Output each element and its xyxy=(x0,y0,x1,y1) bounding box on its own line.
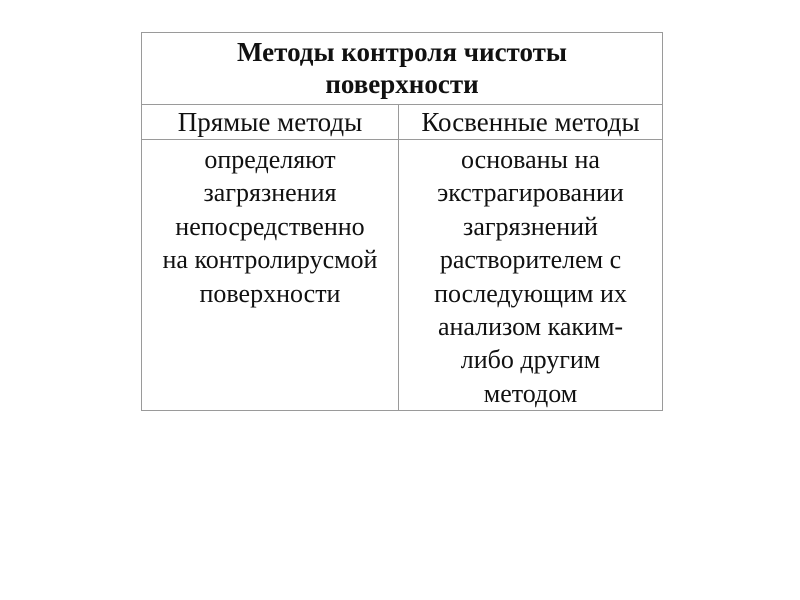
indirect-description-line: основаны на xyxy=(461,145,600,174)
direct-description-line: загрязнения xyxy=(203,178,337,208)
table-title xyxy=(142,33,663,105)
table-title-line-1: Методы контроля чистоты xyxy=(237,37,567,67)
indirect-description-line: методом xyxy=(483,378,578,408)
indirect-description-line: анализом каким- xyxy=(437,312,624,342)
header-indirect-methods: Косвенные методы xyxy=(399,105,663,140)
direct-description-line: определяют xyxy=(204,145,336,174)
direct-description-line: непосредственно xyxy=(175,211,365,241)
indirect-methods-description xyxy=(399,140,663,411)
direct-description-line: на контролирусмой xyxy=(162,245,378,275)
indirect-description-line: загрязнений xyxy=(463,211,598,241)
header-row xyxy=(142,105,663,140)
indirect-description-line: либо другим xyxy=(460,345,601,375)
indirect-description-line: экстрагировании xyxy=(437,178,624,208)
methods-table xyxy=(141,32,663,411)
description-row xyxy=(142,140,663,411)
indirect-description-line: растворителем с xyxy=(439,245,622,275)
header-direct-methods: Прямые методы xyxy=(142,105,399,140)
title-row xyxy=(142,33,663,105)
direct-methods-description xyxy=(142,140,399,411)
indirect-description-line: последующим их xyxy=(434,278,627,308)
direct-description-line: поверхности xyxy=(199,278,341,308)
table-title-line-2: поверхности xyxy=(325,69,479,99)
